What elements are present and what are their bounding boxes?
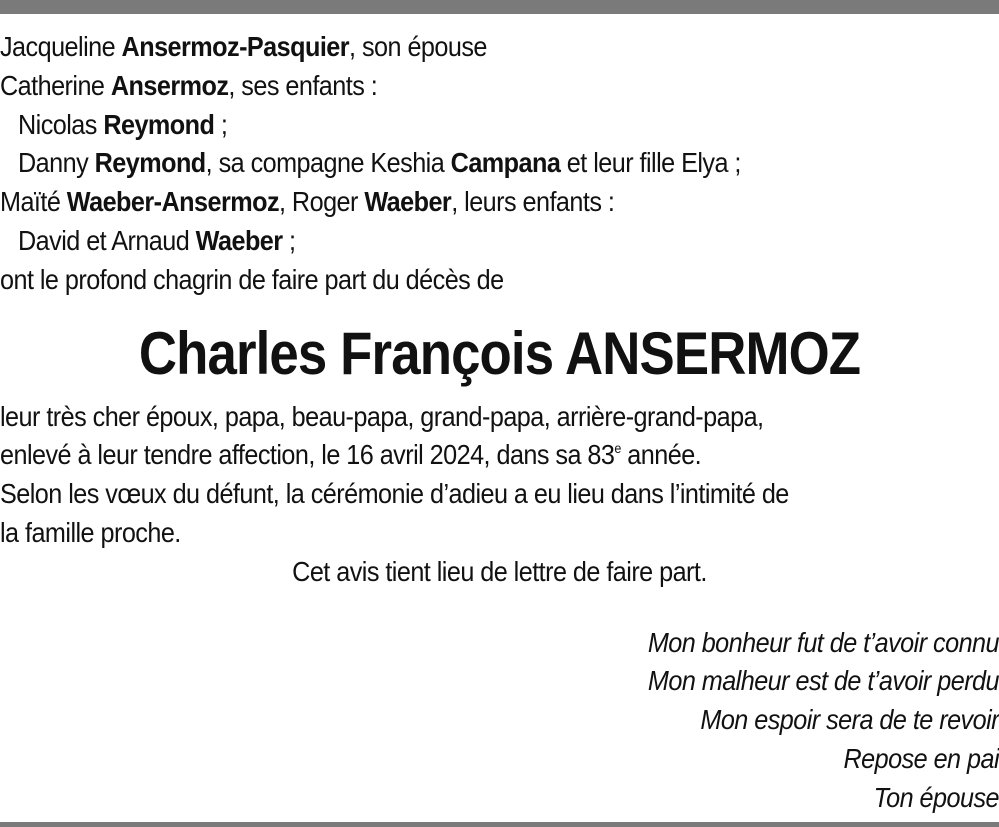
- text: , leurs enfants :: [451, 186, 615, 218]
- family-line: [0, 106, 899, 145]
- text: , Roger: [279, 186, 365, 218]
- notice-line: Cet avis tient lieu de lettre de faire part.: [292, 555, 707, 587]
- surname: Campana: [450, 147, 561, 179]
- family-line: [0, 144, 899, 183]
- text: Jacqueline: [0, 31, 122, 62]
- poem: [0, 624, 999, 818]
- surname: Waeber: [364, 186, 452, 218]
- family-line: [0, 183, 899, 222]
- family-line: [0, 28, 899, 67]
- surname: Reymond: [94, 147, 206, 179]
- body-line: Selon les vœux du défunt, la cérémonie d’adieu a eu lieu dans l’intimité de: [0, 478, 789, 510]
- text: et leur fille Elya ;: [560, 147, 741, 179]
- obituary-notice: [0, 28, 999, 818]
- text: Danny: [18, 147, 95, 179]
- ordinal-suffix: e: [614, 440, 621, 457]
- text: ;: [282, 224, 296, 256]
- text: ;: [214, 108, 228, 140]
- bottom-rule: [0, 822, 999, 827]
- poem-line: Mon espoir sera de te revoir: [700, 704, 999, 736]
- text: Maïté: [0, 186, 67, 218]
- poem-line: Mon malheur est de t’avoir perdu: [647, 665, 999, 697]
- deceased-name: Charles François ANSERMOZ: [138, 319, 861, 387]
- poem-line: Repose en pai: [843, 742, 999, 774]
- surname: Ansermoz: [110, 69, 229, 101]
- family-line: [0, 222, 899, 261]
- text: David et Arnaud: [18, 224, 196, 256]
- text: , sa compagne Keshia: [205, 147, 451, 179]
- announcement-line: ont le profond chagrin de faire part du décès de: [0, 263, 504, 295]
- surname: Ansermoz-Pasquier: [121, 31, 350, 62]
- family-line: [0, 67, 899, 106]
- surname: Waeber-Ansermoz: [66, 186, 280, 218]
- text: Catherine: [0, 69, 111, 101]
- body-line: [0, 436, 899, 475]
- body-line: la famille proche.: [0, 516, 181, 548]
- surname: Reymond: [103, 108, 215, 140]
- text: enlevé à leur tendre affection, le 16 avril 2024, dans sa 83: [0, 439, 615, 471]
- poem-line: Mon bonheur fut de t’avoir connu: [647, 626, 999, 658]
- body-line: leur très cher époux, papa, beau-papa, grand-papa, arrière-grand-papa,: [0, 400, 764, 432]
- text: , son épouse: [349, 31, 487, 62]
- top-rule: [0, 0, 999, 14]
- text: Nicolas: [18, 108, 104, 140]
- surname: Waeber: [195, 224, 283, 256]
- poem-signature: Ton épouse: [873, 781, 999, 813]
- text: année.: [620, 439, 702, 471]
- text: , ses enfants :: [228, 69, 378, 101]
